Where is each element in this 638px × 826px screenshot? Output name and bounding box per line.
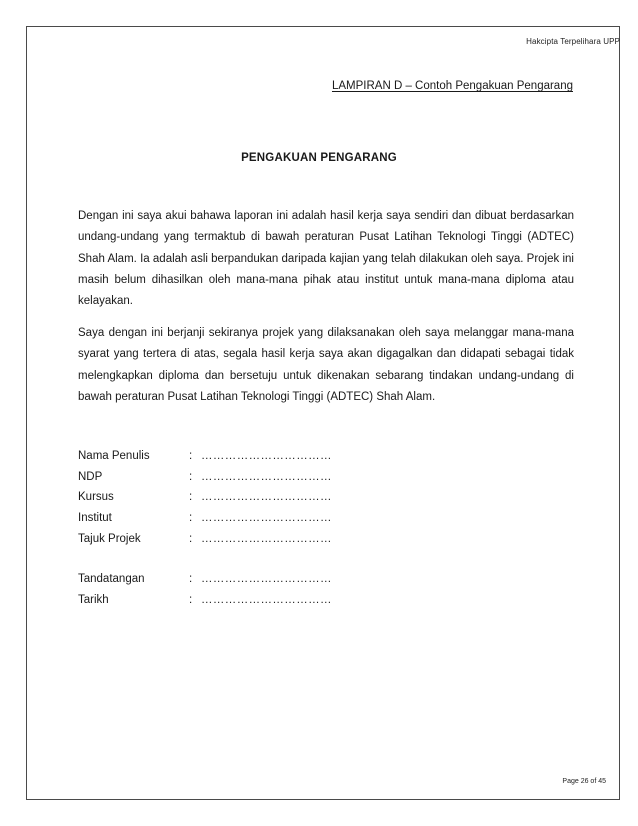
field-label: Institut: [78, 512, 112, 525]
field-value-blank: ……………………………: [201, 594, 332, 607]
paragraph-declaration: Dengan ini saya akui bahawa laporan ini adalah hasil kerja saya sendiri dan dibuat berdasarkan undang-undang yang termaktub di bawah peraturan Pusat Latihan Teknologi Tinggi (ADTEC) Shah Alam. Ia adalah asli berpandukan daripada kajian yang telah dilakukan oleh saya. Projek ini masih belum dihasilkan oleh mana-mana pihak atau institut untuk mana-mana diploma atau kelayakan.: [78, 210, 574, 308]
field-row-ndp: [78, 471, 332, 492]
field-value-blank: ……………………………: [201, 450, 332, 462]
field-colon: :: [189, 470, 193, 483]
field-label: Nama Penulis: [78, 450, 150, 462]
field-colon: :: [189, 573, 193, 586]
field-label: NDP: [78, 470, 103, 483]
field-label: Kursus: [78, 491, 114, 504]
field-value-blank: ……………………………: [201, 573, 332, 586]
page-number: Page 26 of 45: [562, 778, 606, 785]
appendix-title: LAMPIRAN D – Contoh Pengakuan Pengarang: [331, 80, 573, 92]
field-label: Tarikh: [78, 594, 109, 607]
field-colon: :: [189, 450, 193, 462]
field-colon: :: [189, 512, 193, 525]
field-row-kursus: [78, 491, 332, 512]
declaration-fields: [78, 450, 332, 615]
field-value-blank: ……………………………: [201, 532, 332, 545]
field-row-tajuk-projek: [78, 533, 332, 554]
field-colon: :: [189, 594, 193, 607]
field-row-tarikh: [78, 594, 332, 615]
field-value-blank: ……………………………: [201, 470, 332, 483]
copyright-notice: Hakcipta Terpelihara UPP: [526, 37, 620, 46]
field-row-institut: [78, 512, 332, 533]
field-row-nama-penulis: [78, 450, 332, 471]
field-row-tandatangan: [78, 573, 332, 594]
field-label: Tajuk Projek: [78, 532, 141, 545]
field-colon: :: [189, 532, 193, 545]
page-border: [26, 26, 620, 800]
field-colon: :: [189, 491, 193, 504]
field-label: Tandatangan: [78, 573, 145, 586]
paragraph-promise: Saya dengan ini berjanji sekiranya projek yang dilaksanakan oleh saya melanggar mana-mana syarat yang tertera di atas, segala hasil kerja saya akan digagalkan dan didapati sebagai tidak melengkapkan diploma dan bersetuju untuk dikenakan sebarang tindakan undang-undang di bawah peraturan Pusat Latihan Teknologi Tinggi (ADTEC) Shah Alam.: [78, 327, 574, 403]
document-title: PENGAKUAN PENGARANG: [241, 152, 397, 164]
field-value-blank: ……………………………: [201, 491, 332, 504]
field-value-blank: ……………………………: [201, 512, 332, 525]
